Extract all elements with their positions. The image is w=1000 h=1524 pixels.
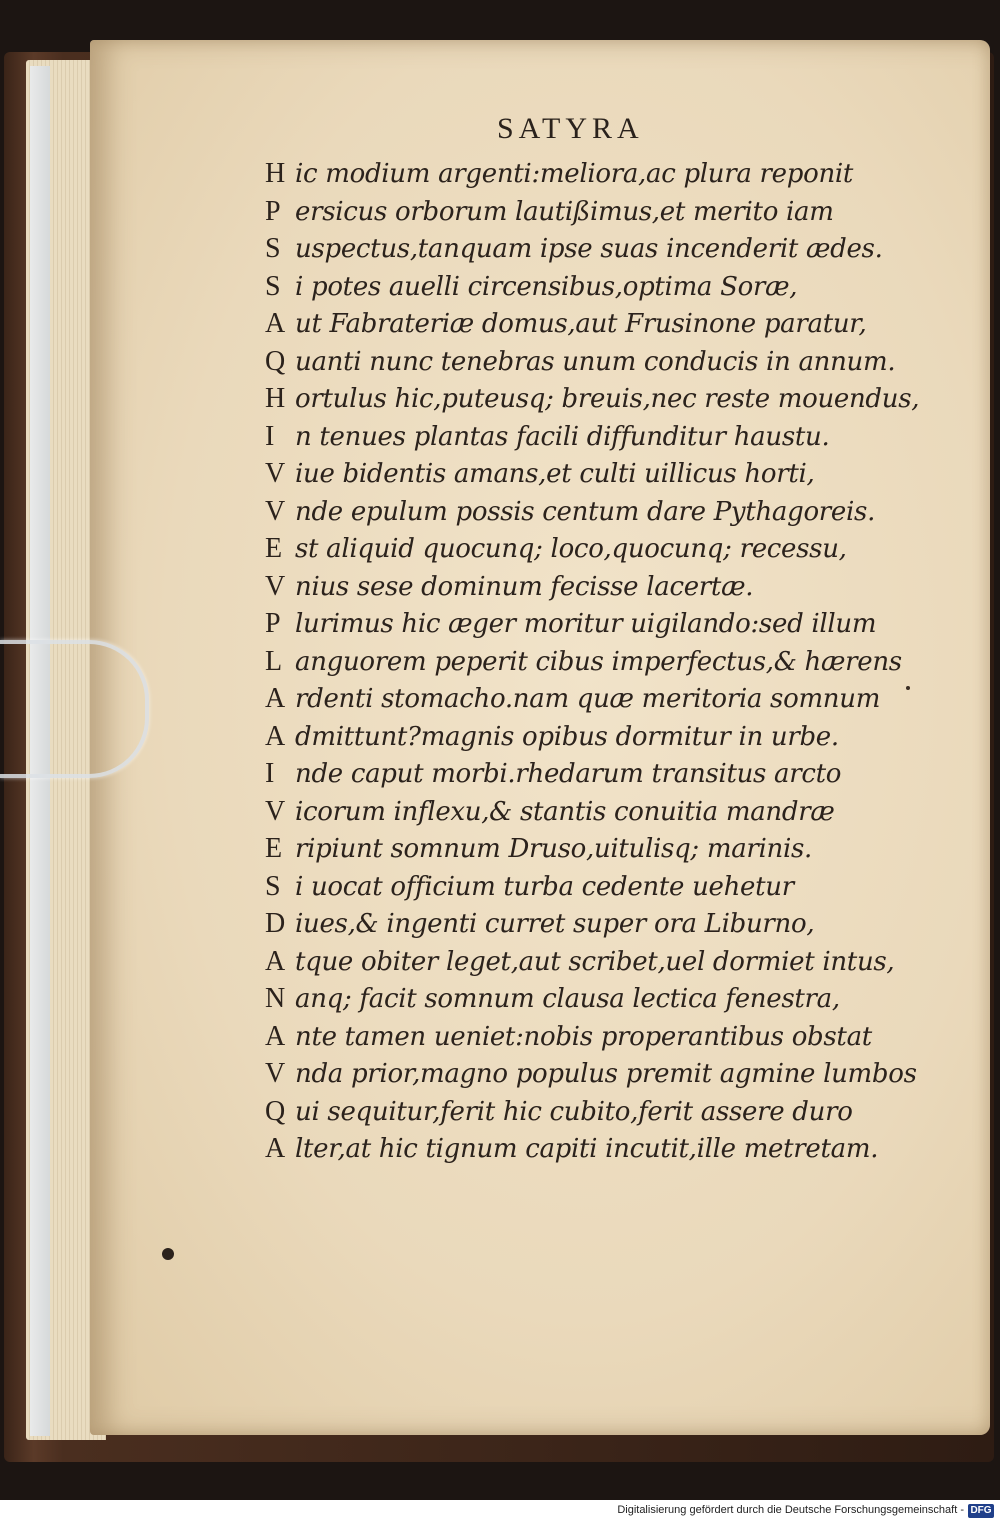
verse-line [265, 418, 919, 456]
verse-text: dmittunt?magnis opibus dormitur in urbe. [295, 721, 839, 752]
verse-line [265, 268, 919, 306]
verse-line [265, 605, 919, 643]
verse-line [265, 1093, 919, 1131]
verse-line [265, 680, 919, 718]
verse-text: nda prior,magno populus premit agmine lumbos [295, 1059, 917, 1089]
verse-initial: H [265, 383, 285, 414]
verse-initial: A [265, 683, 285, 714]
verse-line [265, 193, 919, 231]
running-head: SATYRA [497, 112, 644, 145]
verse-initial: Q [265, 1095, 285, 1127]
verse-initial: V [265, 570, 285, 602]
verse-line [265, 1055, 919, 1093]
verse-line [265, 343, 919, 381]
verse-initial: V [265, 495, 285, 527]
verse-list [265, 155, 919, 1168]
verse-line [265, 943, 919, 981]
verse-text: nius sese dominum fecisse lacertæ. [295, 571, 754, 602]
verse-text: ic modium argenti:meliora,ac plura reponit [295, 159, 854, 189]
verse-initial: I [265, 420, 275, 452]
verse-line [265, 643, 919, 681]
verse-text: ui sequitur,ferit hic cubito,ferit assere duro [295, 1096, 853, 1127]
verse-text: nde caput morbi.rhedarum transitus arcto [295, 759, 842, 789]
verse-text: ut Fabrateriæ domus,aut Frusinone paratur, [295, 309, 867, 339]
verse-line [265, 568, 919, 606]
verse-initial: V [265, 458, 285, 489]
verse-initial: S [265, 270, 281, 302]
verse-line [265, 905, 919, 943]
verse-line [265, 493, 919, 531]
verse-initial: A [265, 1020, 285, 1052]
verse-text: ripiunt somnum Druso,uitulisq; marinis. [295, 834, 813, 864]
verse-initial: A [265, 308, 285, 339]
verse-initial: L [265, 645, 282, 677]
verse-line [265, 455, 919, 493]
verse-text: iues,& ingenti curret super ora Liburno, [295, 909, 815, 939]
verse-initial: D [265, 908, 285, 939]
verse-line [265, 155, 919, 193]
verse-text: nte tamen ueniet:nobis properantibus obstat [295, 1021, 872, 1052]
verse-line [265, 1018, 919, 1056]
verse-line [265, 230, 919, 268]
verse-initial: P [265, 608, 281, 639]
verse-line [265, 380, 919, 418]
verse-initial: E [265, 533, 282, 564]
verse-text: anq; facit somnum clausa lectica fenestra, [295, 984, 840, 1014]
verse-line [265, 868, 919, 906]
verse-text: iue bidentis amans,et culti uillicus horti, [295, 459, 815, 489]
footer-bar [0, 1500, 1000, 1524]
dfg-logo: DFG [968, 1504, 994, 1518]
verse-text: n tenues plantas facili diffunditur haustu. [295, 421, 830, 452]
verse-text: lter,at hic tignum capiti incutit,ille metretam. [295, 1134, 879, 1164]
verse-initial: S [265, 870, 281, 902]
verse-initial: I [265, 758, 275, 789]
verse-line [265, 980, 919, 1018]
verse-line [265, 718, 919, 756]
verse-text: st aliquid quocunq; loco,quocunq; recessu, [295, 534, 847, 564]
verse-initial: E [265, 833, 282, 864]
verse-text: lurimus hic æger moritur uigilando:sed illum [295, 609, 877, 639]
verse-text: icorum inflexu,& stantis conuitia mandræ [295, 796, 835, 827]
verse-initial: N [265, 983, 285, 1014]
verse-initial: A [265, 720, 285, 752]
verse-initial: H [265, 158, 285, 189]
verse-text: rdenti stomacho.nam quæ meritoria somnum [295, 684, 881, 714]
verse-text: uanti nunc tenebras unum conducis in annum. [295, 346, 896, 377]
verse-initial: A [265, 1133, 285, 1164]
verse-text: nde epulum possis centum dare Pythagoreis. [295, 496, 876, 527]
verse-line [265, 793, 919, 831]
footer-credit: Digitalisierung gefördert durch die Deutsche Forschungsgemeinschaft - [617, 1504, 964, 1516]
verse-initial: S [265, 233, 281, 264]
verse-initial: V [265, 795, 285, 827]
ink-speck [906, 686, 910, 690]
verse-text: uspectus,tanquam ipse suas incenderit ædes. [295, 234, 883, 264]
verse-text: ersicus orborum lautißimus,et merito iam [295, 196, 834, 227]
page-clip [0, 640, 149, 778]
verse-initial: P [265, 195, 281, 227]
verse-initial: Q [265, 345, 285, 377]
verse-text: ortulus hic,puteusq; breuis,nec reste mouendus, [295, 384, 920, 414]
verse-initial: V [265, 1058, 285, 1089]
verse-line [265, 830, 919, 868]
verse-line [265, 530, 919, 568]
ink-spot [162, 1248, 174, 1260]
verse-text: i uocat officium turba cedente uehetur [295, 871, 794, 902]
verse-text: i potes auelli circensibus,optima Soræ, [295, 271, 798, 302]
verse-line [265, 305, 919, 343]
verse-text: tque obiter leget,aut scribet,uel dormiet intus, [295, 946, 895, 977]
verse-line [265, 755, 919, 793]
verse-initial: A [265, 945, 285, 977]
verse-line [265, 1130, 919, 1168]
verse-text: anguorem peperit cibus imperfectus,& hærens [295, 646, 902, 677]
